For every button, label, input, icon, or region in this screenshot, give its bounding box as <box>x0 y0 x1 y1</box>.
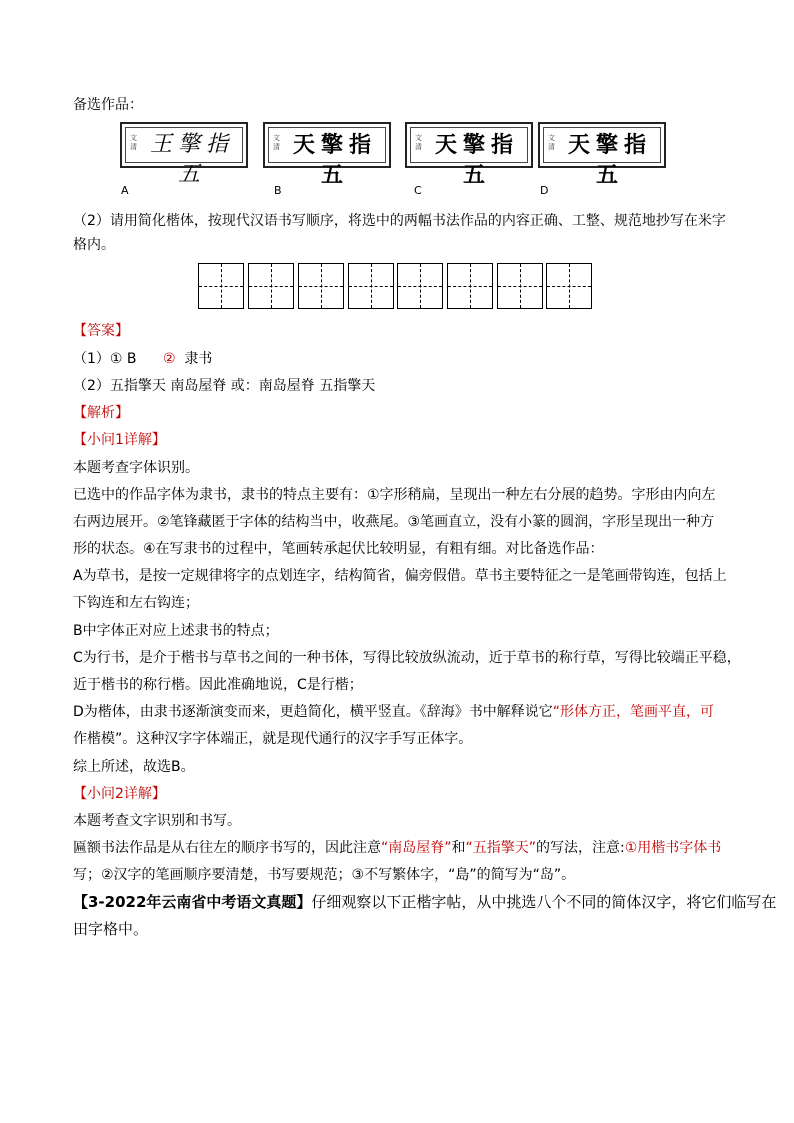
paragraph-1: 本题考查字体识别。 <box>73 460 199 476</box>
sub-question-1-header: 【小问1详解】 <box>73 432 166 448</box>
grid-cell[interactable] <box>198 263 244 309</box>
text-segment: 和 <box>451 840 466 856</box>
answer-1-prefix: （1）① B <box>73 351 137 367</box>
question-3-text: 仔细观察以下正楷字帖，从中挑选八个不同的简体汉字，将它们临写在 <box>311 893 777 911</box>
highlight-segment: “南岛屋脊” <box>381 840 452 856</box>
grid-cell[interactable] <box>348 263 394 309</box>
option-a-explain-line-2: 下钩连和左右钩连； <box>73 595 199 611</box>
paragraph-2-2-line-1 <box>73 838 721 858</box>
option-d-explain-line-1 <box>73 702 714 722</box>
paragraph-2-line-2: 右两边展开。②笔锋藏匿于字体的结构当中，收燕尾。③笔画直立，没有小篆的圆润，字形呈现出一种方 <box>73 514 715 530</box>
option-letter-b: B <box>274 184 282 197</box>
plaque-option-d <box>538 122 666 188</box>
option-b-explain: B中字体正对应上述隶书的特点； <box>73 623 279 639</box>
question-2-line-1: （2）请用简化楷体，按现代汉语书写顺序，将选中的两幅书法作品的内容正确、工整、规范地抄写在米字 <box>73 213 726 229</box>
question-2-line-2: 格内。 <box>73 237 115 253</box>
paragraph-2-line-1: 已选中的作品字体为隶书，隶书的特点主要有：①字形稍扁，呈现出一种左右分展的趋势。字形由内向左 <box>73 487 716 503</box>
answer-1-line <box>73 349 212 369</box>
plaque-option-b <box>263 122 391 188</box>
question-3-line-1 <box>73 892 776 912</box>
text-segment: 匾额书法作品是从右往左的顺序书写的，因此注意 <box>73 840 381 856</box>
answer-1-second: 隶书 <box>179 351 213 367</box>
highlight-segment: “五指擎天” <box>465 840 537 856</box>
grid-cell[interactable] <box>546 263 592 309</box>
option-letter-a: A <box>121 184 129 197</box>
intro-label: 备选作品： <box>73 97 143 113</box>
plaque-chars: 天擎指五 <box>567 132 652 188</box>
question-3-tag: 【3-2022年云南省中考语文真题】 <box>73 893 312 911</box>
option-letter-c: C <box>414 184 422 197</box>
plaque-chars: 天擎指五 <box>434 132 519 188</box>
paragraph-2-line-3: 形的状态。④在写隶书的过程中，笔画转承起伏比较明显，有粗有细。对比备选作品： <box>73 541 604 557</box>
paragraph-2-2-line-2: 写；②汉字的笔画顺序要清楚，书写要规范；③不写繁体字，“島”的简写为“岛”。 <box>73 867 576 883</box>
sub-question-2-header: 【小问2详解】 <box>73 786 166 802</box>
answer-1-second-marker: ② <box>162 351 176 367</box>
option-d-explain-line-2: 作楷模”。这种汉字字体端正，就是现代通行的汉字手写正体字。 <box>73 731 473 747</box>
text-segment: 的写法，注意: <box>536 840 625 856</box>
seal-mark: 文清 <box>273 134 280 151</box>
conclusion: 综上所述，故选B。 <box>73 759 195 775</box>
seal-mark: 文清 <box>415 134 422 151</box>
plaque-option-a <box>120 122 248 187</box>
grid-cell[interactable] <box>298 263 344 309</box>
option-d-text: D为楷体，由隶书逐渐演变而来，更趋简化，横平竖直。《辞海》书中解释说它 <box>73 704 553 720</box>
option-a-explain-line-1: A为草书，是按一定规律将字的点划连字，结构简省，偏旁假借。草书主要特征之一是笔画带钩连，包括上 <box>73 568 727 584</box>
option-c-explain-line-2: 近于楷书的称行楷。因此准确地说，C是行楷； <box>73 677 363 693</box>
grid-cell[interactable] <box>497 263 543 309</box>
plaque-chars: 天擎指五 <box>292 132 377 188</box>
grid-cell[interactable] <box>248 263 294 309</box>
seal-mark: 文清 <box>548 134 555 151</box>
highlight-segment: ①用楷书字体书 <box>624 840 722 856</box>
grid-cell[interactable] <box>447 263 493 309</box>
paragraph-2-1: 本题考查文字识别和书写。 <box>73 813 241 829</box>
question-3-line-2: 田字格中。 <box>73 920 149 938</box>
plaque-option-c <box>405 122 533 188</box>
grid-cell[interactable] <box>397 263 443 309</box>
seal-mark: 文清 <box>130 134 137 151</box>
answer-2-line: （2）五指擎天 南岛屋脊 或：南岛屋脊 五指擎天 <box>73 378 376 394</box>
option-c-explain-line-1: C为行书，是介于楷书与草书之间的一种书体，写得比较放纵流动，近于草书的称行草，写得比较端正平稳， <box>73 650 741 666</box>
calligraphy-options <box>120 122 680 188</box>
answer-header: 【答案】 <box>73 323 129 339</box>
option-d-quote: “形体方正，笔画平直，可 <box>552 704 715 720</box>
analysis-header: 【解析】 <box>73 405 129 421</box>
plaque-chars: 王擎指五 <box>149 132 234 187</box>
option-letter-d: D <box>540 184 549 197</box>
